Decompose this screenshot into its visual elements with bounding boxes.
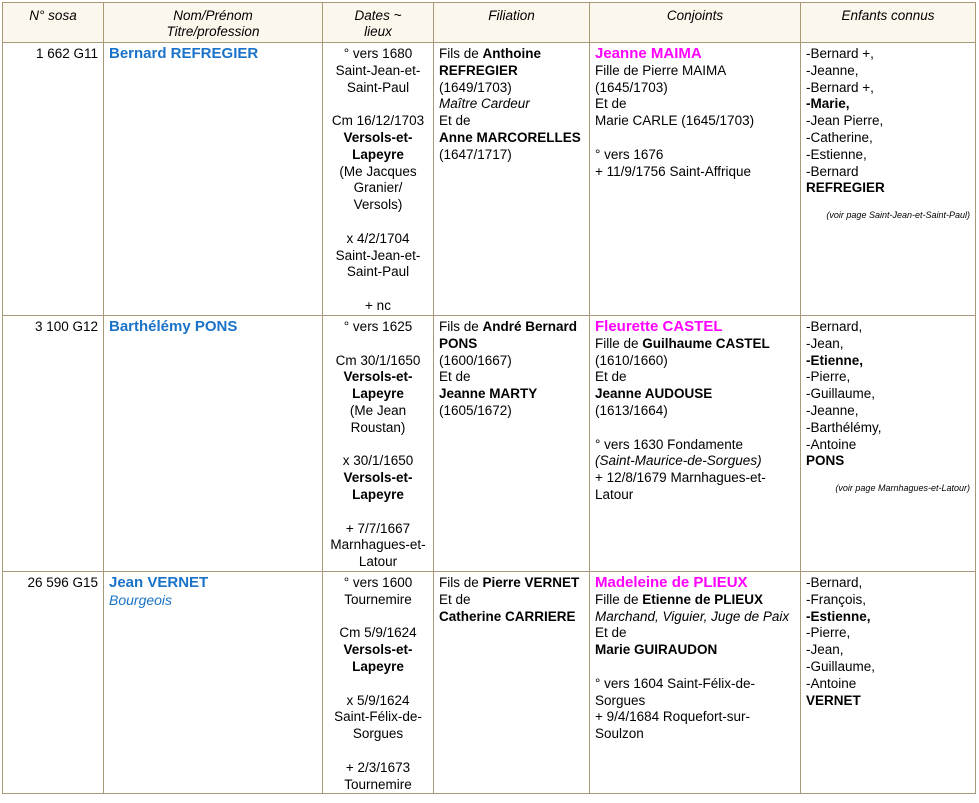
child-item-direct: -Etienne, [806,352,864,368]
father-dates: (1649/1703) [439,79,512,95]
child-item: -Bernard, [806,319,863,334]
header-conjoints: Conjoints [590,3,801,43]
child-item: -Antoine [806,436,857,452]
father-name: Anthoine REFREGIER [439,46,542,78]
father-name: Pierre VERNET [482,574,580,590]
spouse-father-dates: (1610/1660) [595,352,668,368]
filiation-cell: Fils de André Bernard PONS (1600/1667) Et de Jeanne MARTY (1605/1672) [434,316,590,572]
header-sosa: N° sosa [3,3,104,43]
birth-date: ° vers 1625 [343,319,413,334]
children-surname: VERNET [806,692,861,708]
contract-notary: (Me Jacques Granier/ Versols) [339,163,417,213]
person-cell [104,43,323,316]
death-date: + nc [365,297,391,313]
spouse-mother: Jeanne AUDOUSE [595,386,713,402]
spouse-name: Madeleine de PLIEUX [595,573,748,591]
spouse-mother: Marie GUIRAUDON [595,642,718,658]
spouse-father: Etienne de PLIEUX [642,591,764,607]
child-item: -François, [806,591,867,607]
marriage-date: x 30/1/1650 [342,453,414,469]
contract-date: Cm 30/1/1650 [335,352,421,368]
header-dates: Dates ~ lieux [323,3,434,43]
contract-place: Versols-et-Lapeyre [343,129,413,162]
filiation-cell: Fils de Anthoine REFREGIER (1649/1703) Maître Cardeur Et de Anne MARCORELLES (1647/1717) [434,43,590,316]
person-name: Barthélémy PONS [109,318,238,335]
father-job: Maître Cardeur [439,96,530,112]
child-item: -Jean, [806,642,844,658]
child-item: -Estienne, [806,146,867,162]
filiation-cell: Fils de Pierre VERNET Et de Catherine CARRIERE [434,571,590,793]
birth-place: Saint-Jean-et-Saint-Paul [335,62,421,95]
contract-notary: (Me Jean Roustan) [349,402,407,435]
mother-name: Jeanne MARTY [439,386,538,402]
mother-name: Catherine CARRIERE [439,608,576,624]
child-item: -Bernard, [806,574,863,590]
spouse-birth: ° vers 1676 [595,146,664,162]
child-item: -Jeanne, [806,62,859,78]
table-row [3,571,976,793]
child-item: -Pierre, [806,369,851,385]
child-item: -Bernard +, [806,79,874,95]
person-cell [104,316,323,572]
child-item: -Barthélémy, [806,419,882,435]
children-cell [801,316,976,572]
mother-name: Anne MARCORELLES [439,129,581,145]
marriage-place: Saint-Félix-de-Sorgues [334,709,422,742]
spouse-name: Jeanne MAIMA [595,45,702,62]
child-item: -Jeanne, [806,402,859,418]
spouse-mother: Marie CARLE (1645/1703) [595,113,755,129]
dates-cell [323,43,434,316]
header-filiation: Filiation [434,3,590,43]
mother-dates: (1605/1672) [439,402,512,418]
spouse-father: Fille de Pierre MAIMA [595,62,727,78]
spouse-father: Guilhaume CASTEL [642,335,770,351]
father-dates: (1600/1667) [439,352,512,368]
marriage-place: Saint-Jean-et-Saint-Paul [335,247,421,280]
person-name: Bernard REFREGIER [109,45,259,62]
mother-dates: (1647/1717) [439,146,512,162]
header-row [3,3,976,43]
sosa-number: 26 596 G15 [3,571,104,793]
person-title: Bourgeois [109,591,173,608]
children-surname: REFREGIER [806,180,885,196]
person-name: Jean VERNET [109,573,209,591]
dates-cell [323,316,434,572]
conjoint-cell: Fleurette CASTEL Fille de Guilhaume CASTEL (1610/1660) Et de Jeanne AUDOUSE (1613/1664) ° vers 1630 Fondamente (Saint-Maurice-de-Sorgues) + 12/8/1679 Marnhagues-et-Latour [590,316,801,572]
spouse-death: + 12/8/1679 Marnhagues-et-Latour [595,470,766,502]
header-name: Nom/Prénom Titre/profession [104,3,323,43]
child-item-direct: -Marie, [806,96,850,112]
table-row [3,43,976,316]
spouse-death: + 9/4/1684 Roquefort-sur-Soulzon [595,709,750,742]
see-page-note: (voir page Marnhagues-et-Latour) [835,483,970,494]
children-cell [801,43,976,316]
contract-place: Versols-et-Lapeyre [343,642,413,674]
child-item: -Bernard +, [806,46,874,61]
spouse-father-job: Marchand, Viguier, Juge de Paix [595,608,790,624]
child-item-direct: -Estienne, [806,608,871,624]
spouse-birth: ° vers 1630 Fondamente [595,436,743,452]
death-place: Marnhagues-et-Latour [330,537,426,570]
spouse-birth: ° vers 1604 Saint-Félix-de-Sorgues [595,675,755,708]
contract-date: Cm 16/12/1703 [331,113,425,129]
child-item: -Jean Pierre, [806,113,884,129]
sosa-number: 3 100 G12 [3,316,104,572]
spouse-death: + 11/9/1756 Saint-Affrique [595,163,751,179]
conjoint-cell: Jeanne MAIMA Fille de Pierre MAIMA (1645/1703) Et de Marie CARLE (1645/1703) ° vers 1676 + 11/9/1756 Saint-Affrique [590,43,801,316]
contract-date: Cm 5/9/1624 [339,625,417,641]
spouse-father-dates: (1645/1703) [595,79,668,95]
person-cell [104,571,323,793]
children-surname: PONS [806,453,845,469]
spouse-name: Fleurette CASTEL [595,318,723,335]
child-item: -Jean, [806,335,844,351]
death-date: + 7/7/1667 [345,520,411,536]
child-item: -Guillaume, [806,386,876,402]
birth-date: ° vers 1680 [343,46,413,61]
sosa-number: 1 662 G11 [3,43,104,316]
spouse-mother-dates: (1613/1664) [595,402,668,418]
child-item: -Catherine, [806,129,873,145]
spouse-birth-place: (Saint-Maurice-de-Sorgues) [595,453,762,469]
death-place: Tournemire [344,776,412,792]
marriage-date: x 4/2/1704 [346,230,410,246]
table-row [3,316,976,572]
child-item: -Bernard [806,163,859,179]
death-date: + 2/3/1673 [345,759,411,775]
marriage-place: Versols-et-Lapeyre [343,470,413,502]
child-item: -Antoine [806,675,857,691]
genealogy-table [2,2,976,794]
children-cell [801,571,976,793]
child-item: -Pierre, [806,625,851,641]
conjoint-cell: Madeleine de PLIEUX Fille de Etienne de PLIEUX Marchand, Viguier, Juge de Paix Et de Marie GUIRAUDON ° vers 1604 Saint-Félix-de-Sorgues + 9/4/1684 Roquefort-sur-Soulzon [590,571,801,793]
dates-cell [323,571,434,793]
father-name: André Bernard PONS [439,319,578,351]
marriage-date: x 5/9/1624 [346,692,410,708]
header-enfants: Enfants connus [801,3,976,43]
birth-date: ° vers 1600 [343,574,413,590]
child-item: -Guillaume, [806,658,876,674]
contract-place: Versols-et-Lapeyre [343,369,413,402]
birth-place: Tournemire [344,591,412,607]
see-page-note: (voir page Saint-Jean-et-Saint-Paul) [826,210,970,221]
